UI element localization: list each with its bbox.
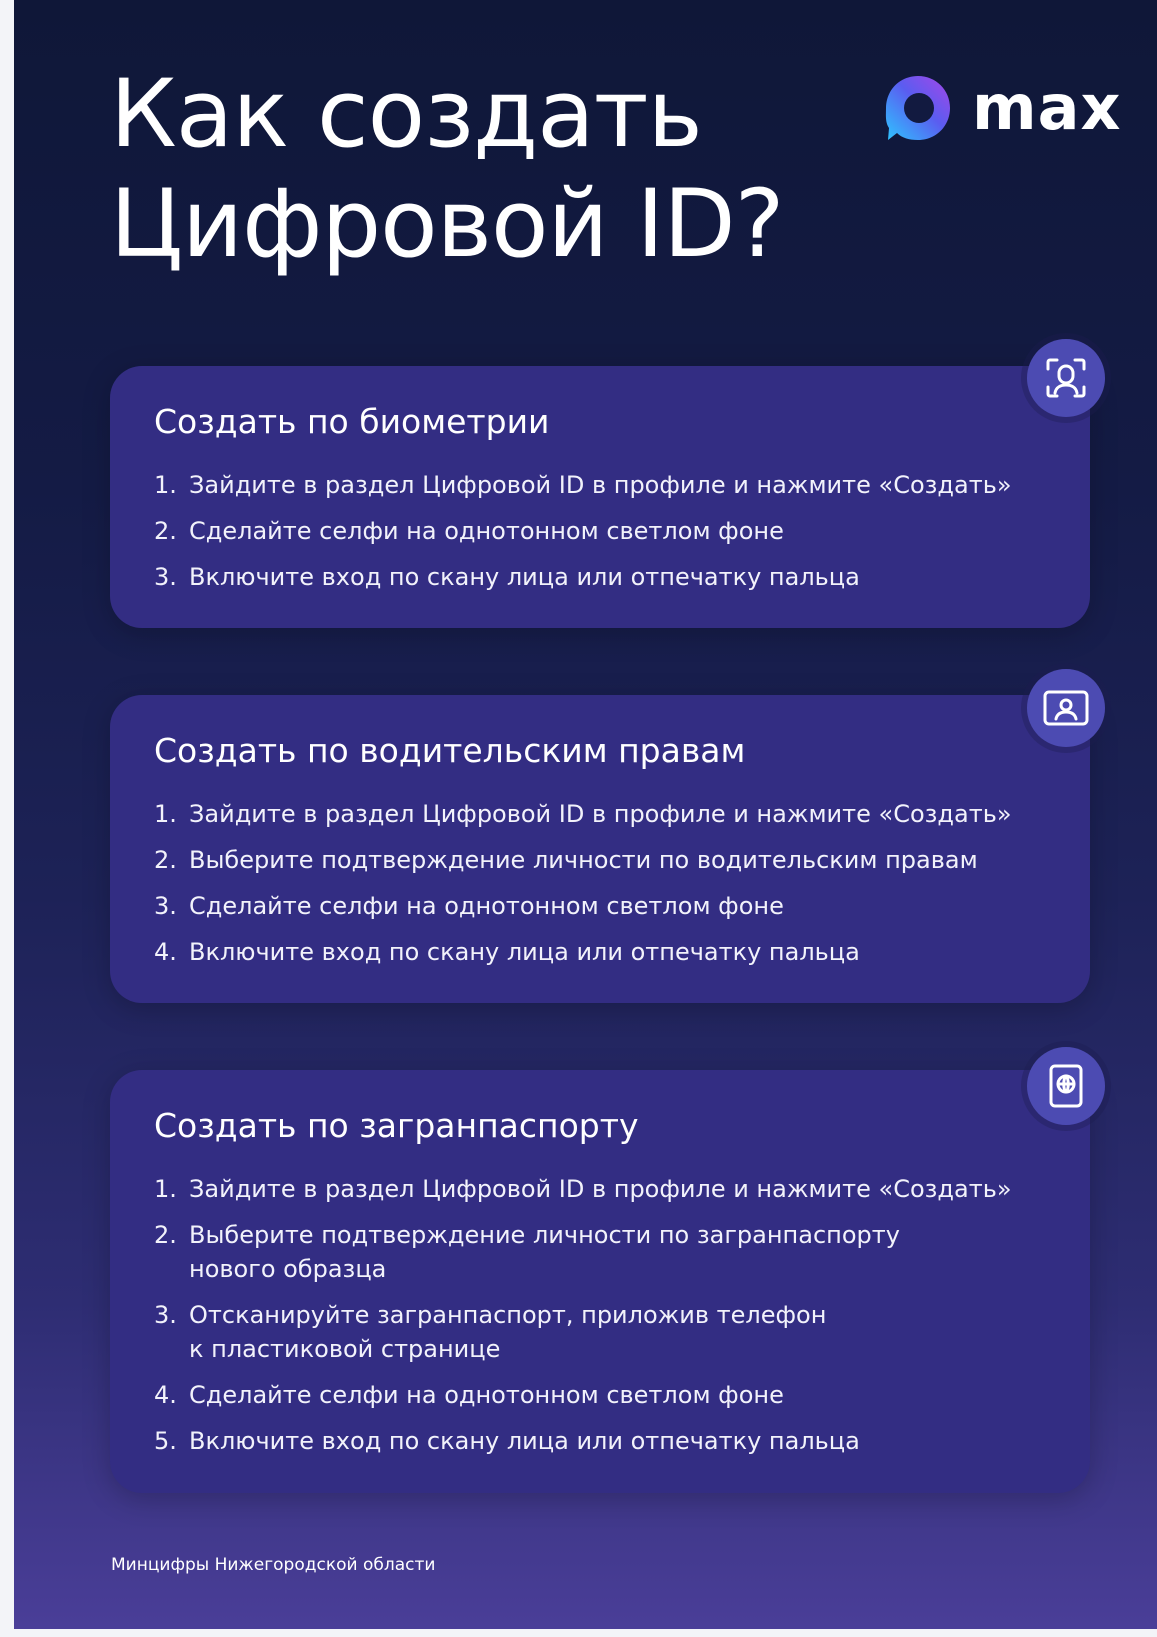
max-logo [882, 72, 1121, 144]
passport-icon [1046, 1063, 1086, 1109]
section-title: Создать по водительским правам [154, 731, 746, 770]
step-item [154, 1298, 1012, 1366]
section-biometrics [110, 366, 1090, 628]
section-title: Создать по биометрии [154, 402, 550, 441]
step-item [154, 935, 1012, 969]
id-card-icon [1042, 688, 1090, 728]
section-passport [110, 1070, 1090, 1493]
step-item [154, 560, 1012, 594]
steps-list [154, 797, 1012, 981]
step-number: 3. [154, 1301, 177, 1329]
step-number: 1. [154, 471, 177, 499]
step-item [154, 797, 1012, 831]
section-title: Создать по загранпаспорту [154, 1106, 639, 1145]
footer-credit: Минцифры Нижегородской области [111, 1555, 436, 1575]
step-text: Зайдите в раздел Цифровой ID в профиле и нажмите «Создать» [189, 471, 1012, 499]
page-title [110, 60, 784, 280]
section-drivers-license [110, 695, 1090, 1003]
step-text: Выберите подтверждение личности по загранпаспорту нового образца [189, 1221, 900, 1283]
face-scan-icon [1044, 356, 1088, 400]
step-text: Включите вход по скану лица или отпечатку пальца [189, 938, 860, 966]
poster [14, 0, 1157, 1629]
step-number: 1. [154, 1175, 177, 1203]
step-number: 4. [154, 1381, 177, 1409]
step-number: 4. [154, 938, 177, 966]
step-number: 1. [154, 800, 177, 828]
steps-list [154, 1172, 1012, 1470]
step-number: 2. [154, 1221, 177, 1249]
step-item [154, 1172, 1012, 1206]
step-text: Сделайте селфи на однотонном светлом фоне [189, 892, 784, 920]
step-number: 3. [154, 563, 177, 591]
step-text: Отсканируйте загранпаспорт, приложив телефон к пластиковой странице [189, 1301, 827, 1363]
step-number: 3. [154, 892, 177, 920]
step-text: Зайдите в раздел Цифровой ID в профиле и нажмите «Создать» [189, 800, 1012, 828]
step-text: Зайдите в раздел Цифровой ID в профиле и нажмите «Создать» [189, 1175, 1012, 1203]
step-text: Включите вход по скану лица или отпечатку пальца [189, 563, 860, 591]
step-text: Включите вход по скану лица или отпечатку пальца [189, 1427, 860, 1455]
step-text: Сделайте селфи на однотонном светлом фоне [189, 1381, 784, 1409]
id-card-badge [1027, 669, 1105, 747]
step-item [154, 1218, 1012, 1286]
max-logo-icon [882, 72, 954, 144]
step-item [154, 514, 1012, 548]
step-text: Сделайте селфи на однотонном светлом фоне [189, 517, 784, 545]
face-scan-badge [1027, 339, 1105, 417]
brand-name: max [972, 71, 1122, 144]
steps-list [154, 468, 1012, 606]
passport-badge [1027, 1047, 1105, 1125]
title-line-1: Как создать [110, 60, 702, 169]
step-number: 2. [154, 846, 177, 874]
step-item [154, 889, 1012, 923]
step-number: 5. [154, 1427, 177, 1455]
step-item [154, 1378, 1012, 1412]
step-text: Выберите подтверждение личности по водительским правам [189, 846, 978, 874]
step-number: 2. [154, 517, 177, 545]
step-item [154, 843, 1012, 877]
title-line-2: Цифровой ID? [110, 170, 784, 279]
step-item [154, 1424, 1012, 1458]
step-item [154, 468, 1012, 502]
